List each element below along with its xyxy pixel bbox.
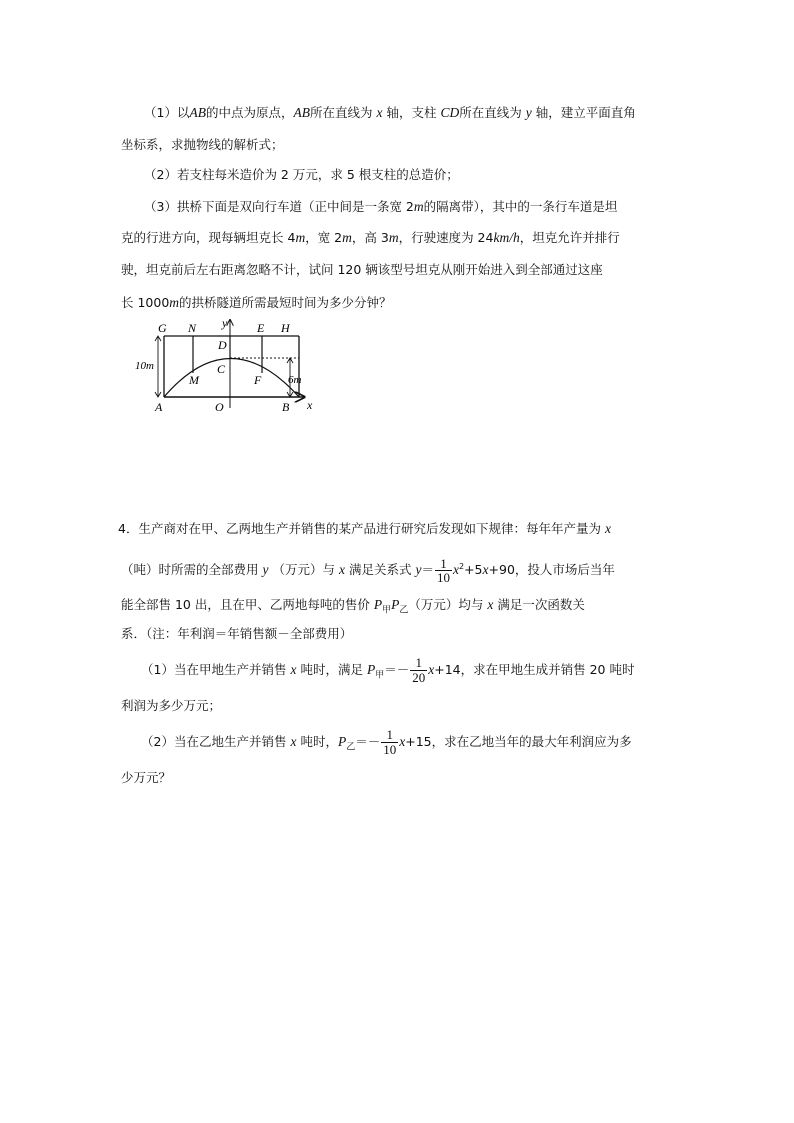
label-B: B: [282, 400, 290, 414]
label-G: G: [158, 321, 167, 335]
p4-line2: （吨）时所需的全部费用 y （万元）与 x 满足关系式 y＝ $\frac{1}{10}$ $x^2+5x+90$，投人市场后当年: [121, 555, 615, 586]
bridge-figure: [130, 318, 330, 418]
label-A: A: [155, 400, 163, 414]
p3-part2: （2）若支柱每米造价为 2 万元，求 5 根支柱的总造价；: [144, 167, 459, 182]
label-D: D: [218, 338, 227, 352]
label-y: y: [222, 318, 228, 330]
fraction-1-20: $\frac{1}{20}$: [412, 655, 426, 685]
fraction-1-10-b: $\frac{1}{10}$: [383, 727, 397, 757]
p3-part3-line3: 驶，坦克前后左右距离忽略不计，试问 120 辆该型号坦克从刚开始进入到全部通过这座: [121, 262, 603, 277]
p4-part1-line1: （1）当在甲地生产并销售 x 吨时，满足 $P_甲=-$ $\frac{1}{20}$ x+14，求在甲地生成并销售 20 吨时: [141, 655, 635, 685]
problem-number: 4．: [118, 521, 139, 536]
label-H: H: [281, 321, 290, 335]
parabola-arch: [164, 359, 299, 398]
label-x: x: [307, 398, 313, 412]
p3-part1-line1: （1）以AB的中点为原点，AB所在直线为 x 轴，支柱 CD所在直线为 y 轴，建立平面直角: [144, 105, 636, 120]
p4-part2-line1: （2）当在乙地生产并销售 x 吨时，$P_乙=-$ $\frac{1}{10}$ x+15，求在乙地当年的最大年利润应为多: [141, 727, 632, 757]
p4-part2-line2: 少万元？: [121, 770, 172, 785]
label-M: M: [189, 373, 199, 387]
p3-part3-line2: 克的行进方向，现每辆坦克长 4m，宽 2m，高 3m，行驶速度为 24km/h，坦克允许并排行: [121, 230, 620, 245]
label-N: N: [188, 321, 197, 335]
p3-part1-line2: 坐标系，求抛物线的解析式；: [121, 137, 284, 152]
label-F: F: [254, 373, 262, 387]
label-6m: 6m: [288, 374, 302, 386]
label-E: E: [257, 321, 265, 335]
p4-line1: 4．生产商对在甲、乙两地生产并销售的某产品进行研究后发现如下规律：每年年产量为 x: [118, 521, 611, 536]
label-C: C: [217, 362, 226, 376]
p4-part1-line2: 利润为多少万元；: [121, 698, 222, 713]
label-10m: 10m: [135, 360, 154, 372]
p4-line4: 系．（注：年利润＝年销售额－全部费用）: [121, 626, 353, 641]
fraction-1-10: $\frac{1}{10}$: [436, 555, 450, 586]
p4-line3: 能全部售 10 出，且在甲、乙两地每吨的售价 $P_甲P_乙$（万元）均与 x 满足一次函数关: [121, 597, 585, 616]
label-O: O: [215, 400, 224, 414]
p3-part3-line4: 长 1000m的拱桥隧道所需最短时间为多少分钟？: [121, 295, 392, 310]
p3-part3-line1: （3）拱桥下面是双向行车道（正中间是一条宽 2m的隔离带），其中的一条行车道是坦: [144, 199, 618, 214]
